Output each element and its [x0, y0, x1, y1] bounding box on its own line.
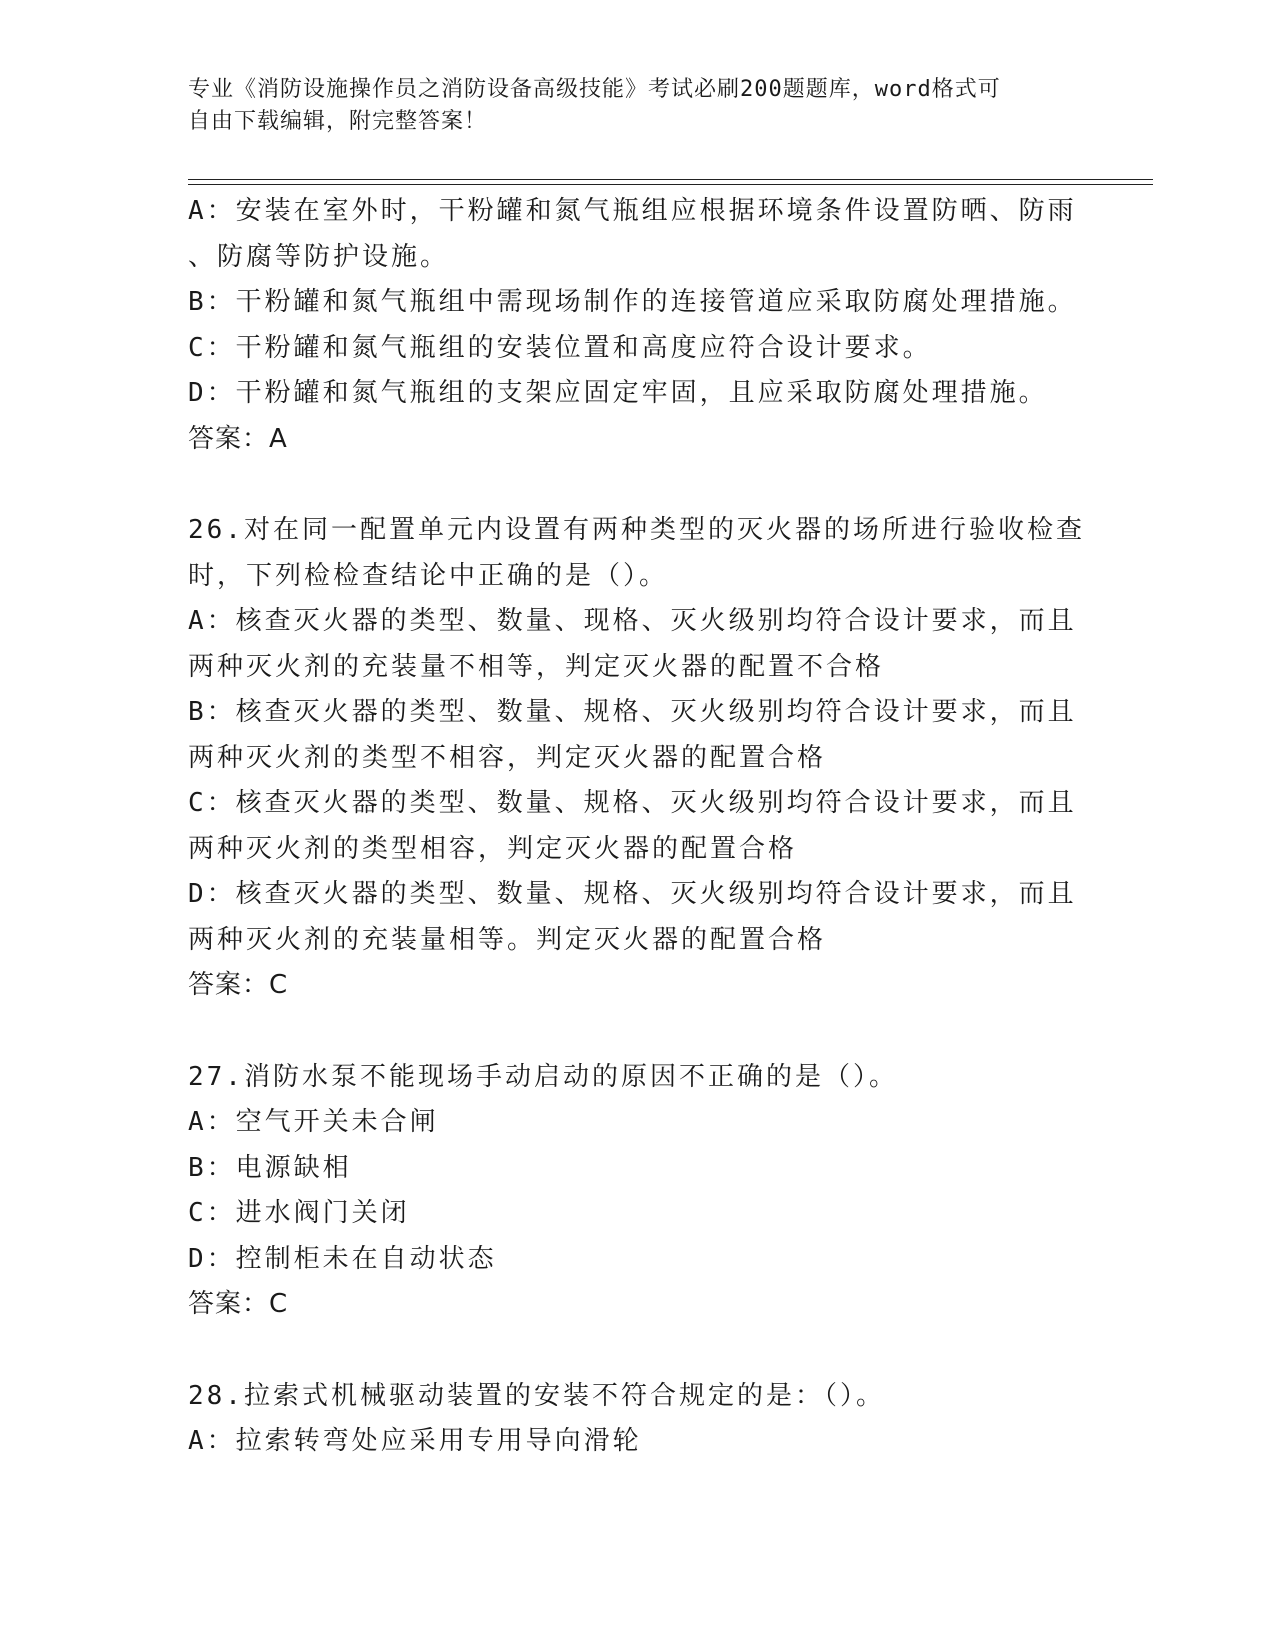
- option-b-line-2: 两种灭火剂的类型不相容，判定灭火器的配置合格: [188, 742, 827, 773]
- option-a: A：拉索转弯处应采用专用导向滑轮: [188, 1426, 642, 1456]
- question-26: [188, 508, 1088, 1009]
- header-rule-bottom: [188, 184, 1153, 185]
- option-c-line-1: C：核查灭火器的类型、数量、规格、灭火级别均符合设计要求，而且: [188, 788, 1077, 818]
- question-stem: 28.拉索式机械驱动装置的安装不符合规定的是：（）。: [188, 1380, 885, 1411]
- option-a: A：空气开关未合闸: [188, 1107, 439, 1137]
- question-27: [188, 1055, 1088, 1328]
- option-d-line-1: D：核查灭火器的类型、数量、规格、灭火级别均符合设计要求，而且: [188, 879, 1077, 909]
- question-stem: 27.消防水泵不能现场手动启动的原因不正确的是（）。: [188, 1061, 898, 1092]
- option-c: C：干粉罐和氮气瓶组的安装位置和高度应符合设计要求。: [188, 332, 932, 363]
- answer: 答案：C: [188, 1289, 289, 1319]
- option-a-line-2: 、防腐等防护设施。: [188, 241, 450, 272]
- question-25: [188, 189, 1088, 462]
- option-d: D：干粉罐和氮气瓶组的支架应固定牢固，且应采取防腐处理措施。: [188, 378, 1048, 408]
- option-a-line-1: A：安装在室外时，干粉罐和氮气瓶组应根据环境条件设置防晒、防雨: [188, 196, 1077, 226]
- spacer: [188, 1009, 1088, 1055]
- question-stem-line-1: 26.对在同一配置单元内设置有两种类型的灭火器的场所进行验收检查: [188, 515, 1085, 545]
- option-c: C：进水阀门关闭: [188, 1198, 410, 1228]
- document-header: [188, 74, 1088, 138]
- header-rule-top: [188, 179, 1153, 180]
- spacer: [188, 462, 1088, 508]
- question-stem-line-2: 时，下列检检查结论中正确的是（）。: [188, 560, 669, 591]
- document-body: [188, 189, 1088, 1465]
- option-b: B：干粉罐和氮气瓶组中需现场制作的连接管道应采取防腐处理措施。: [188, 287, 1077, 317]
- answer: 答案：C: [188, 970, 289, 1000]
- option-b-line-1: B：核查灭火器的类型、数量、规格、灭火级别均符合设计要求，而且: [188, 697, 1077, 727]
- option-c-line-2: 两种灭火剂的类型相容，判定灭火器的配置合格: [188, 833, 798, 864]
- spacer: [188, 1328, 1088, 1374]
- option-a-line-1: A：核查灭火器的类型、数量、现格、灭火级别均符合设计要求，而且: [188, 606, 1077, 636]
- option-a-line-2: 两种灭火剂的充装量不相等，判定灭火器的配置不合格: [188, 651, 885, 682]
- option-d-line-2: 两种灭火剂的充装量相等。判定灭火器的配置合格: [188, 924, 827, 955]
- header-line-1: 专业《消防设施操作员之消防设备高级技能》考试必刷200题题库，word格式可: [188, 77, 1001, 102]
- header-line-2: 自由下载编辑，附完整答案！: [188, 109, 488, 134]
- option-b: B：电源缺相: [188, 1152, 352, 1183]
- answer: 答案：A: [188, 423, 288, 454]
- question-28: [188, 1374, 1088, 1465]
- option-d: D：控制柜未在自动状态: [188, 1243, 497, 1274]
